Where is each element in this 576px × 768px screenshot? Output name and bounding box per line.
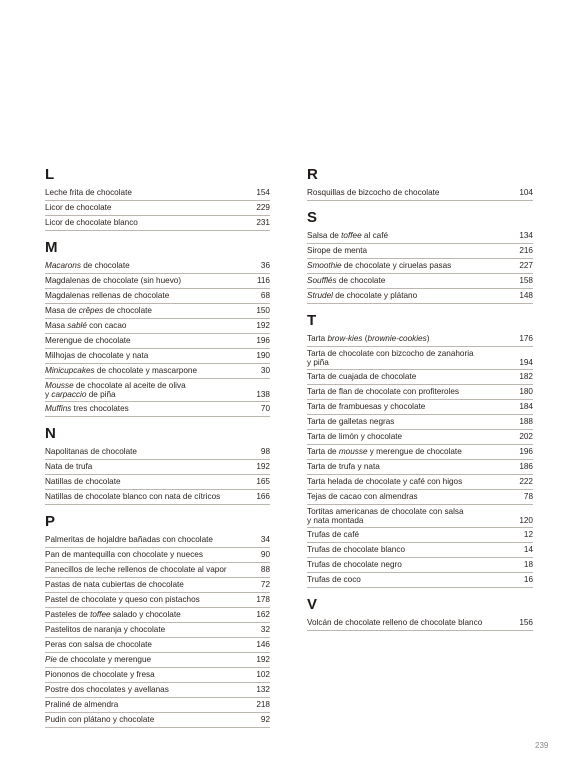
recipe-page-number: 156 (519, 617, 533, 627)
recipe-page-number: 178 (256, 594, 270, 604)
recipe-name: Natillas de chocolate blanco con nata de cítricos (45, 491, 221, 501)
index-entry (307, 505, 533, 528)
index-entry (307, 186, 533, 201)
recipe-page-number: 72 (260, 579, 270, 589)
index-entry (45, 304, 270, 319)
index-entry (307, 475, 533, 490)
recipe-page-number: 92 (260, 714, 270, 724)
recipe-name: Panecillos de leche rellenos de chocolate al vapor (45, 564, 227, 574)
recipe-page-number: 231 (256, 218, 270, 227)
index-section-n (45, 425, 270, 505)
index-entry (307, 385, 533, 400)
index-entry (307, 229, 533, 244)
recipe-name: Leche frita de chocolate (45, 188, 132, 197)
index-entry (45, 201, 270, 216)
index-entry (45, 608, 270, 623)
recipe-page-number: 192 (256, 461, 270, 471)
index-entry (45, 593, 270, 608)
recipe-page-number: 150 (256, 306, 270, 315)
section-letter: V (307, 595, 318, 613)
recipe-name: Volcán de chocolate relleno de chocolate blanco (307, 617, 483, 627)
recipe-page-number: 184 (519, 401, 533, 411)
recipe-name: Nata de trufa (45, 461, 93, 471)
index-section-t (307, 312, 533, 588)
index-entry (307, 558, 533, 573)
recipe-name: Peras con salsa de chocolate (45, 639, 152, 649)
recipe-name: Trufas de coco (307, 574, 361, 584)
recipe-name: Postre dos chocolates y avellanas (45, 684, 169, 694)
index-entry (45, 216, 270, 231)
recipe-page-number: 102 (256, 669, 270, 679)
index-entry (45, 319, 270, 334)
recipe-name: Tarta helada de chocolate y café con higos (307, 476, 463, 486)
index-section-m (45, 239, 270, 417)
recipe-name: Pastas de nata cubiertas de chocolate (45, 579, 184, 589)
recipe-name: Pastelitos de naranja y chocolate (45, 624, 166, 634)
page-number: 239 (535, 741, 549, 750)
recipe-name: Strudel de chocolate y plátano (307, 291, 418, 300)
index-entry (45, 548, 270, 563)
index-section-s (307, 209, 533, 304)
recipe-name: Palmeritas de hojaldre bañadas con chocolate (45, 534, 213, 544)
recipe-name: Tarta de chocolate con bizcocho de zanahoria y piña (307, 349, 474, 368)
recipe-name: Masa de crêpes de chocolate (45, 306, 152, 315)
recipe-page-number: 196 (256, 336, 270, 345)
section-letter: M (45, 239, 58, 256)
recipe-page-number: 104 (519, 188, 533, 197)
recipe-page-number: 194 (519, 357, 533, 367)
index-section-l (45, 166, 270, 231)
recipe-page-number: 12 (523, 529, 533, 539)
index-entry (45, 623, 270, 638)
index-entry (45, 698, 270, 713)
recipe-name: Napolitanas de chocolate (45, 446, 137, 456)
index-entry (307, 415, 533, 430)
recipe-name: Tarta de galletas negras (307, 416, 395, 426)
recipe-page-number: 154 (256, 188, 270, 197)
recipe-page-number: 116 (256, 276, 270, 285)
index-entry (45, 349, 270, 364)
recipe-name: Mousse de chocolate al aceite de oliva y carpaccio de piña (45, 381, 186, 400)
recipe-name: Pastel de chocolate y queso con pistachos (45, 594, 200, 604)
recipe-page-number: 166 (256, 491, 270, 501)
recipe-page-number: 202 (519, 431, 533, 441)
recipe-name: Milhojas de chocolate y nata (45, 351, 149, 360)
recipe-page-number: 162 (256, 609, 270, 619)
index-entry (45, 460, 270, 475)
recipe-name: Licor de chocolate (45, 203, 112, 212)
recipe-page-number: 120 (519, 515, 533, 525)
index-entry (307, 460, 533, 475)
index-entry (45, 379, 270, 402)
recipe-page-number: 88 (260, 564, 270, 574)
index-entry (307, 573, 533, 588)
recipe-name: Muffins tres chocolates (45, 403, 129, 413)
recipe-name: Minicupcakes de chocolate y mascarpone (45, 366, 198, 375)
index-entry (307, 430, 533, 445)
recipe-name: Licor de chocolate blanco (45, 218, 138, 227)
recipe-name: Tarta de mousse y merengue de chocolate (307, 446, 462, 456)
recipe-page-number: 78 (523, 491, 533, 501)
recipe-page-number: 68 (260, 291, 270, 300)
index-entry (45, 402, 270, 417)
recipe-name: Piononos de chocolate y fresa (45, 669, 155, 679)
recipe-page-number: 190 (256, 351, 270, 360)
recipe-name: Trufas de café (307, 529, 360, 539)
recipe-page-number: 34 (260, 534, 270, 544)
recipe-page-number: 132 (256, 684, 270, 694)
index-entry (307, 528, 533, 543)
recipe-name: Tortitas americanas de chocolate con salsa y nata montada (307, 506, 464, 526)
recipe-name: Tejas de cacao con almendras (307, 491, 418, 501)
recipe-page-number: 218 (256, 699, 270, 709)
index-section-r (307, 166, 533, 201)
index-entry (307, 244, 533, 259)
recipe-name: Pie de chocolate y merengue (45, 654, 152, 664)
recipe-name: Masa sablé con cacao (45, 321, 127, 330)
recipe-page-number: 216 (519, 246, 533, 255)
index-entry (45, 563, 270, 578)
index-entry (307, 332, 533, 347)
recipe-name: Tarta brow-kies (brownie-cookies) (307, 334, 430, 343)
index-entry (307, 347, 533, 370)
recipe-name: Rosquillas de bizcocho de chocolate (307, 188, 440, 197)
index-entry (45, 475, 270, 490)
recipe-name: Macarons de chocolate (45, 261, 130, 270)
recipe-page-number: 165 (256, 476, 270, 486)
index-entry (45, 713, 270, 728)
index-entry (45, 533, 270, 548)
index-entry (45, 668, 270, 683)
recipe-page-number: 30 (260, 366, 270, 375)
recipe-page-number: 98 (260, 446, 270, 456)
index-section-v (307, 596, 533, 631)
index-entry (307, 289, 533, 304)
index-entry (45, 683, 270, 698)
recipe-page-number: 14 (523, 544, 533, 554)
recipe-page-number: 186 (519, 461, 533, 471)
index-entry (45, 638, 270, 653)
index-entry (45, 259, 270, 274)
index-entry (45, 653, 270, 668)
recipe-name: Tarta de frambuesas y chocolate (307, 401, 426, 411)
recipe-name: Pan de mantequilla con chocolate y nueces (45, 549, 203, 559)
recipe-page-number: 32 (260, 624, 270, 634)
index-entry (45, 490, 270, 505)
recipe-name: Trufas de chocolate blanco (307, 544, 406, 554)
recipe-name: Pudin con plátano y chocolate (45, 714, 155, 724)
index-entry (307, 274, 533, 289)
recipe-name: Smoothie de chocolate y ciruelas pasas (307, 261, 452, 270)
recipe-name: Salsa de toffee al café (307, 231, 389, 240)
section-letter: T (307, 312, 317, 329)
index-entry (45, 334, 270, 349)
recipe-page-number: 182 (519, 371, 533, 381)
recipe-page-number: 196 (519, 446, 533, 456)
recipe-name: Sirope de menta (307, 246, 368, 255)
recipe-name: Tarta de limón y chocolate (307, 431, 403, 441)
section-letter: L (45, 166, 55, 183)
index-entry (307, 370, 533, 385)
recipe-name: Pasteles de toffee salado y chocolate (45, 609, 181, 619)
index-entry (307, 616, 533, 631)
recipe-page-number: 176 (519, 334, 533, 343)
recipe-name: Soufflés de chocolate (307, 276, 386, 285)
recipe-name: Tarta de cuajada de chocolate (307, 371, 417, 381)
index-entry (45, 289, 270, 304)
recipe-page-number: 222 (519, 476, 533, 486)
recipe-page-number: 180 (519, 386, 533, 396)
index-entry (307, 400, 533, 415)
index-entry (45, 186, 270, 201)
recipe-page-number: 146 (256, 639, 270, 649)
recipe-page-number: 134 (519, 231, 533, 240)
recipe-page-number: 227 (519, 261, 533, 270)
index-entry (307, 490, 533, 505)
section-letter: N (45, 424, 56, 442)
index-entry (307, 259, 533, 274)
recipe-name: Trufas de chocolate negro (307, 559, 402, 569)
section-letter: R (307, 166, 318, 183)
index-entry (45, 274, 270, 289)
index-entry (307, 543, 533, 558)
recipe-name: Merengue de chocolate (45, 336, 131, 345)
recipe-page-number: 158 (519, 276, 533, 285)
index-entry (45, 578, 270, 593)
index-entry (45, 364, 270, 379)
recipe-name: Tarta de flan de chocolate con profiteroles (307, 386, 460, 396)
recipe-page-number: 70 (260, 403, 270, 413)
recipe-name: Praliné de almendra (45, 699, 119, 709)
recipe-page-number: 188 (519, 416, 533, 426)
recipe-page-number: 148 (519, 291, 533, 300)
index-column-left (45, 166, 270, 736)
recipe-page-number: 18 (523, 559, 533, 569)
index-entry (307, 445, 533, 460)
recipe-page-number: 192 (256, 321, 270, 330)
recipe-page-number: 36 (260, 261, 270, 270)
recipe-name: Natillas de chocolate (45, 476, 121, 486)
recipe-page-number: 90 (260, 549, 270, 559)
recipe-page-number: 16 (523, 574, 533, 584)
index-column-right (307, 166, 533, 639)
recipe-page-number: 138 (256, 389, 270, 399)
recipe-name: Magdalenas de chocolate (sin huevo) (45, 276, 182, 285)
index-section-p (45, 513, 270, 728)
section-letter: P (45, 512, 56, 530)
recipe-name: Magdalenas rellenas de chocolate (45, 291, 170, 300)
recipe-page-number: 192 (256, 654, 270, 664)
recipe-name: Tarta de trufa y nata (307, 461, 380, 471)
index-entry (45, 445, 270, 460)
recipe-page-number: 229 (256, 203, 270, 212)
section-letter: S (307, 209, 318, 226)
